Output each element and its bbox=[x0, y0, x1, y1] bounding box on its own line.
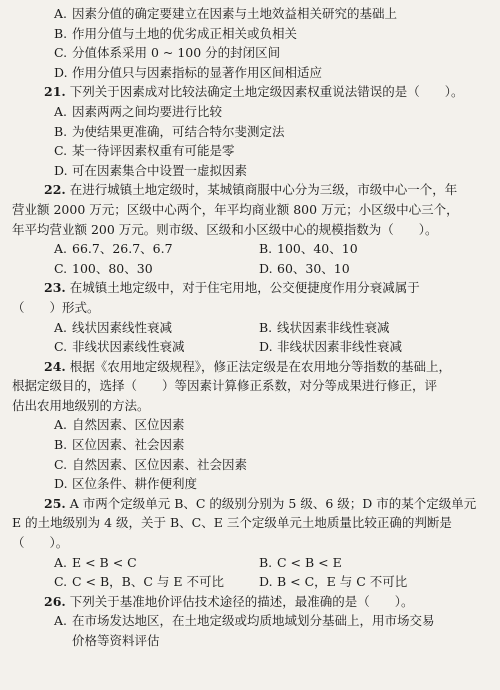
q25-option-b: B. C < B < E bbox=[259, 554, 342, 570]
q21-option-c: C. 某一待评因素权重有可能是零 bbox=[54, 143, 235, 159]
q23-stem-cont: （ ）形式。 bbox=[12, 299, 100, 315]
q23-option-c: C. 非线状因素线性衰减 bbox=[54, 339, 185, 355]
q24-option-b: B. 区位因素、社会因素 bbox=[54, 437, 185, 453]
q22-stem-cont: 年平均营业额 200 万元。则市级、区级和小区级中心的规模指数为（ ）。 bbox=[12, 221, 438, 237]
q22-options-row bbox=[10, 239, 490, 259]
q22-option-b: B. 100、40、10 bbox=[259, 241, 358, 257]
q21-option-a: A. 因素两两之间均要进行比较 bbox=[54, 103, 223, 119]
q23-option-d: D. 非线状因素非线性衰减 bbox=[259, 339, 403, 355]
q22-options-row bbox=[10, 259, 490, 279]
q24-option-d: D. 区位条件、耕作便利度 bbox=[54, 476, 198, 492]
q23-options-row bbox=[10, 337, 490, 357]
q21-option-b: B. 为使结果更准确，可结合特尔斐测定法 bbox=[54, 123, 285, 139]
q26-stem: 26. 下列关于基准地价评估技术途径的描述，最准确的是（ ）。 bbox=[44, 593, 414, 609]
q20-option-a: A. 因素分值的确定要建立在因素与土地效益相关研究的基础上 bbox=[54, 6, 398, 21]
q25-stem-cont: E 的土地级别为 4 级，关于 B、C、E 三个定级单元土地质量比较正确的判断是 bbox=[12, 515, 452, 531]
q22-stem-cont: 营业额 2000 万元；区级中心两个，年平均商业额 800 万元；小区级中心三个， bbox=[12, 201, 459, 217]
q25-stem-cont: （ ）。 bbox=[12, 535, 69, 551]
q22-option-c: C. 100、80、30 bbox=[54, 260, 153, 276]
q25-option-c: C. C < B，B、C 与 E 不可比 bbox=[54, 574, 224, 590]
q25-option-a: A. E < B < C bbox=[54, 554, 137, 570]
q24-stem-cont: 根据定级目的，选择（ ）等因素计算修正系数，对分等成果进行修正，评 bbox=[12, 378, 438, 394]
q20-option-b: B. 作用分值与土地的优劣成正相关或负相关 bbox=[54, 25, 298, 41]
q25-stem: 25. A 市两个定级单元 B、C 的级别分别为 5 级、6 级；D 市的某个定级单元 bbox=[44, 495, 477, 511]
q23-options-row bbox=[10, 318, 490, 338]
q21-option-d: D. 可在因素集合中设置一虚拟因素 bbox=[54, 162, 248, 178]
q26-option-a-cont: 价格等资料评估 bbox=[72, 633, 160, 648]
q23-stem: 23. 在城镇土地定级中，对于住宅用地，公交便捷度作用分衰减属于 bbox=[44, 280, 420, 296]
q24-stem-cont: 估出农用地级别的方法。 bbox=[12, 397, 150, 413]
q22-option-a: A. 66.7、26.7、6.7 bbox=[54, 241, 173, 257]
q24-option-c: C. 自然因素、区位因素、社会因素 bbox=[54, 456, 248, 472]
q23-option-b: B. 线状因素非线性衰减 bbox=[259, 319, 390, 335]
q24-option-a: A. 自然因素、区位因素 bbox=[54, 417, 185, 433]
q21-stem: 21. 下列关于因素成对比较法确定土地定级因素权重说法错误的是（ ）。 bbox=[44, 84, 464, 100]
q25-option-d: D. B < C，E 与 C 不可比 bbox=[259, 574, 408, 590]
q23-option-a: A. 线状因素线性衰减 bbox=[54, 319, 173, 335]
q22-option-d: D. 60、30、10 bbox=[259, 260, 350, 276]
q22-stem: 22. 在进行城镇土地定级时，某城镇商服中心分为三级，市级中心一个，年 bbox=[44, 182, 458, 198]
q24-stem: 24. 根据《农用地定级规程》，修正法定级是在农用地分等指数的基础上， bbox=[44, 358, 451, 374]
q26-option-a: A. 在市场发达地区，在土地定级或均质地域划分基础上，用市场交易 bbox=[54, 613, 435, 629]
q20-option-d: D. 作用分值只与因素指标的显著作用区间相适应 bbox=[54, 64, 323, 80]
q25-options-row bbox=[10, 553, 490, 573]
q25-options-row bbox=[10, 572, 490, 592]
q20-option-c: C. 分值体系采用 0 ~ 100 分的封闭区间 bbox=[54, 45, 281, 61]
